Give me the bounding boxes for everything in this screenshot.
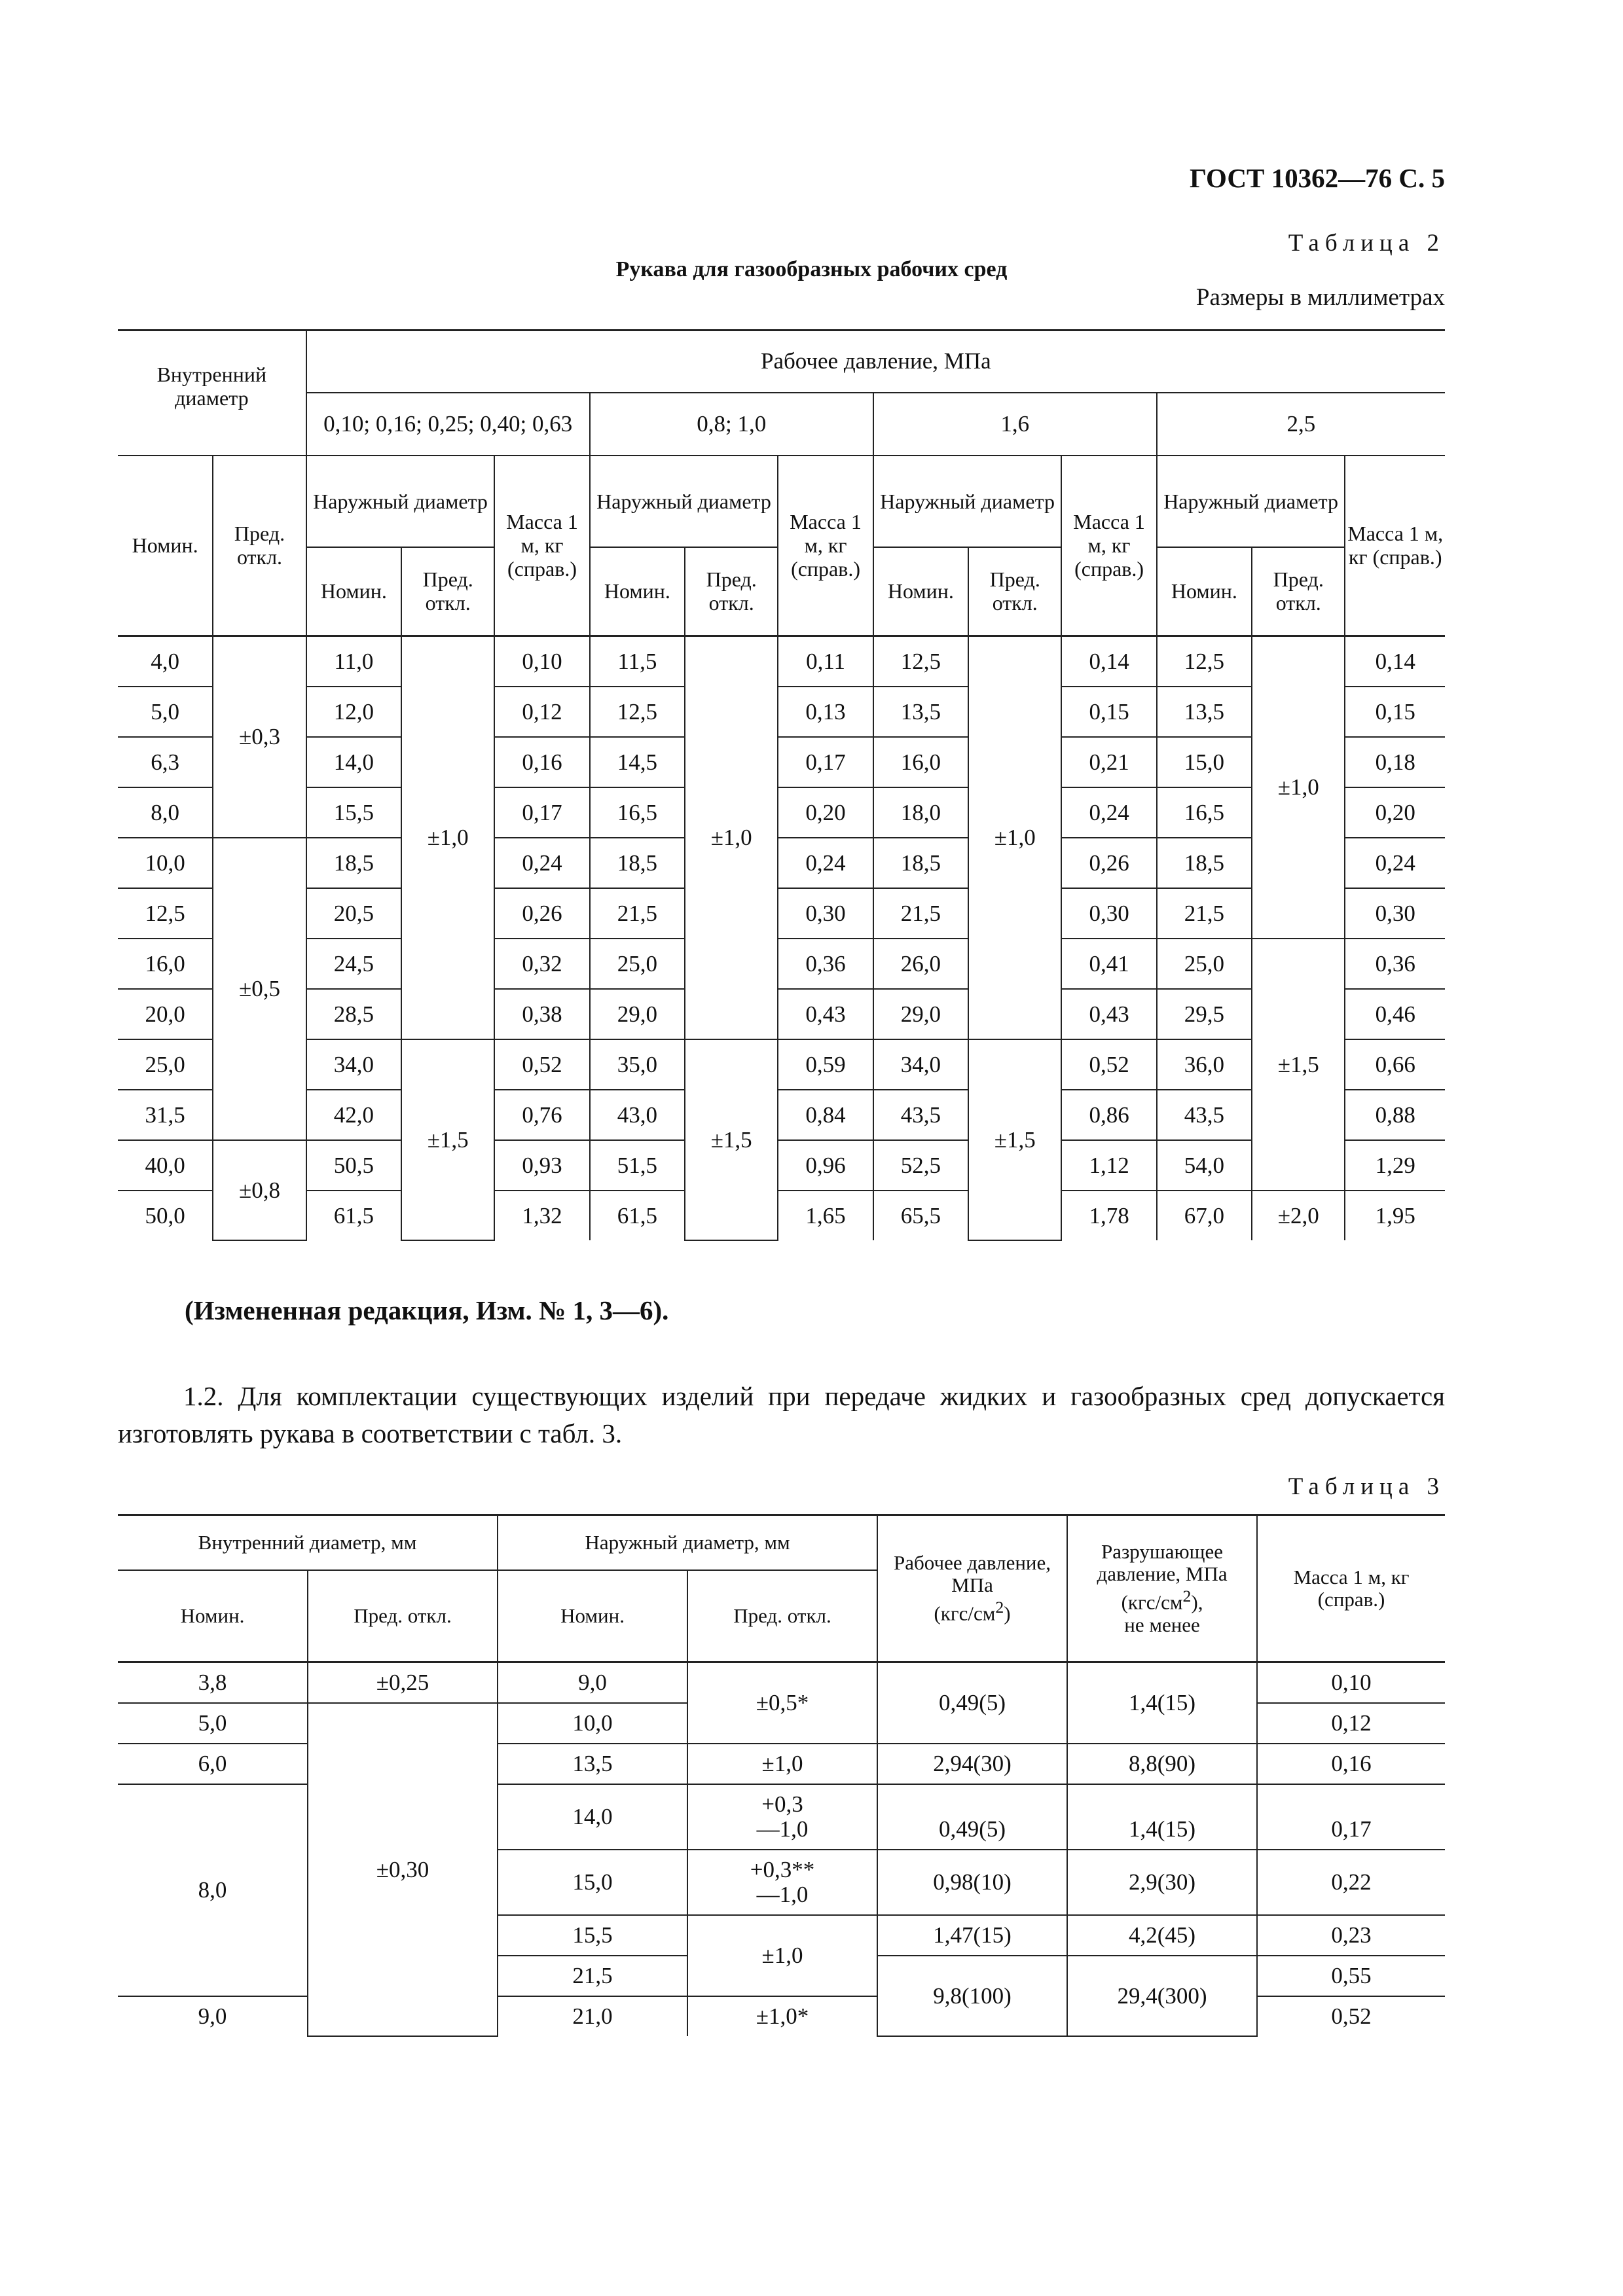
t2-cell-inner-tol: ±0,3: [213, 636, 306, 838]
table2-units: Размеры в миллиметрах: [1195, 284, 1445, 311]
t2-head-mass-1: Масса 1 м, кг (справ.): [494, 456, 589, 636]
t3-cell-mass: 0,55: [1257, 1956, 1445, 1996]
t2-cell-od: 50,5: [306, 1140, 401, 1191]
t2-cell-od: 42,0: [306, 1090, 401, 1140]
t2-cell-od: 24,5: [306, 939, 401, 989]
table3-label: Таблица 3: [1288, 1473, 1445, 1500]
t2-head-od-nomin-2: Номин.: [590, 547, 685, 636]
t3-head-outer-tol: Пред. откл.: [687, 1570, 877, 1662]
t2-cell-inner-diameter: 31,5: [118, 1090, 213, 1140]
t2-cell-inner-diameter: 5,0: [118, 687, 213, 737]
t2-cell-mass: 0,16: [494, 737, 589, 787]
t2-cell-mass: 0,46: [1345, 989, 1445, 1039]
t3-cell-od: 10,0: [498, 1703, 687, 1744]
t2-cell-mass: 0,93: [494, 1140, 589, 1191]
t3-head-working-sup: 2: [995, 1598, 1004, 1617]
t2-cell-od: 51,5: [590, 1140, 685, 1191]
t2-cell-od: 43,5: [1157, 1090, 1252, 1140]
t3-cell-mass: 0,17: [1257, 1784, 1445, 1850]
t3-cell-dtol: ±0,25: [308, 1662, 498, 1704]
t2-head-working-pressure: Рабочее давление, МПа: [306, 331, 1445, 393]
t2-head-od-tol-4: Пред. откл.: [1252, 547, 1345, 636]
t2-cell-od: 29,0: [590, 989, 685, 1039]
t2-cell-mass: 0,24: [778, 838, 873, 888]
t3-cell-otol: ±1,0*: [687, 1996, 877, 2036]
t2-cell-od: 25,0: [590, 939, 685, 989]
t2-cell-mass: 0,43: [778, 989, 873, 1039]
table2-label: Таблица 2: [1288, 230, 1445, 257]
t2-cell-od: 34,0: [873, 1039, 968, 1090]
t3-head-working-unit: (кгс/см: [934, 1602, 996, 1625]
t3-cell-od: 21,5: [498, 1956, 687, 1996]
t3-cell-bp: 8,8(90): [1067, 1744, 1257, 1784]
t3-head-burst-close: ),: [1191, 1590, 1203, 1614]
t2-cell-od: 26,0: [873, 939, 968, 989]
t2-cell-od: 35,0: [590, 1039, 685, 1090]
paragraph-text: 1.2. Для комплектации существующих изделий при передаче жидких и газообразных сред допускается изготовлять рукава в соответствии с табл. 3.: [118, 1381, 1445, 1448]
t3-cell-wp: 2,94(30): [877, 1744, 1067, 1784]
t2-cell-mass: 0,66: [1345, 1039, 1445, 1090]
table2-row: [118, 989, 1445, 1039]
t2-cell-mass: 0,43: [1061, 989, 1156, 1039]
t3-head-inner-tol: Пред. откл.: [308, 1570, 498, 1662]
t2-cell-mass: 0,52: [494, 1039, 589, 1090]
table2-row: [118, 636, 1445, 687]
t2-cell-mass: 0,36: [1345, 939, 1445, 989]
t3-cell-bp: 1,4(15): [1067, 1662, 1257, 1744]
t3-cell-dtol: ±0,30: [308, 1703, 498, 2036]
table2-row: [118, 838, 1445, 888]
t2-cell-od: 13,5: [1157, 687, 1252, 737]
t2-cell-od-tol: ±1,0: [968, 636, 1061, 1040]
t2-cell-mass: 0,38: [494, 989, 589, 1039]
t2-cell-od: 21,5: [873, 888, 968, 939]
t2-cell-od: 12,5: [1157, 636, 1252, 687]
t2-cell-mass: 0,13: [778, 687, 873, 737]
t2-cell-od: 18,5: [306, 838, 401, 888]
t3-cell-od: 21,0: [498, 1996, 687, 2036]
table2-row: [118, 1090, 1445, 1140]
t3-cell-mass: 0,10: [1257, 1662, 1445, 1704]
t3-head-outer: Наружный диаметр, мм: [498, 1515, 877, 1570]
t2-cell-mass: 1,78: [1061, 1191, 1156, 1240]
t3-head-inner: Внутренний диаметр, мм: [118, 1515, 498, 1570]
t3-cell-otol: [687, 1850, 877, 1915]
t2-head-outer-2: Наружный диаметр: [590, 456, 778, 547]
t2-cell-mass: 0,30: [1061, 888, 1156, 939]
t2-cell-mass: 1,95: [1345, 1191, 1445, 1240]
t3-cell-wp: 0,49(5): [877, 1784, 1067, 1850]
t2-cell-od-tol: ±1,0: [685, 636, 778, 1040]
t2-cell-mass: 0,41: [1061, 939, 1156, 989]
t3-cell-mass: 0,12: [1257, 1703, 1445, 1744]
t2-head-od-nomin-4: Номин.: [1157, 547, 1252, 636]
t3-cell-mass: 0,52: [1257, 1996, 1445, 2036]
t3-cell-wp: 9,8(100): [877, 1956, 1067, 2036]
table2: [118, 329, 1445, 1241]
t2-cell-mass: 0,26: [1061, 838, 1156, 888]
t3-otol-minus: —1,0: [756, 1882, 809, 1907]
t2-cell-od: 43,5: [873, 1090, 968, 1140]
t2-cell-od: 61,5: [306, 1191, 401, 1240]
t3-head-inner-nomin: Номин.: [118, 1570, 308, 1662]
t3-cell-od: 13,5: [498, 1744, 687, 1784]
t3-head-burst-sup: 2: [1182, 1587, 1192, 1606]
table2-row: [118, 787, 1445, 838]
t3-cell-od: 14,0: [498, 1784, 687, 1850]
t2-cell-od: 54,0: [1157, 1140, 1252, 1191]
table3: [118, 1514, 1445, 2037]
t2-cell-od: 11,0: [306, 636, 401, 687]
t2-cell-mass: 0,24: [494, 838, 589, 888]
t2-cell-od-tol: ±1,5: [401, 1039, 494, 1240]
t2-cell-mass: 1,29: [1345, 1140, 1445, 1191]
t2-cell-inner-diameter: 20,0: [118, 989, 213, 1039]
t3-head-working: [877, 1515, 1067, 1662]
t2-cell-mass: 0,86: [1061, 1090, 1156, 1140]
t2-cell-od: 43,0: [590, 1090, 685, 1140]
paragraph-1-2: [118, 1378, 1445, 1452]
t3-cell-wp: 1,47(15): [877, 1915, 1067, 1956]
t2-head-mass-3: Масса 1 м, кг (справ.): [1061, 456, 1156, 636]
t2-cell-od: 61,5: [590, 1191, 685, 1240]
t2-cell-od: 12,5: [590, 687, 685, 737]
t2-cell-mass: 0,84: [778, 1090, 873, 1140]
t2-cell-od: 16,0: [873, 737, 968, 787]
t2-cell-od: 20,5: [306, 888, 401, 939]
t2-cell-od: 29,0: [873, 989, 968, 1039]
t3-otol-plus: +0,3**: [750, 1857, 815, 1882]
t3-cell-otol: [687, 1784, 877, 1850]
t2-cell-inner-diameter: 16,0: [118, 939, 213, 989]
t2-head-od-nomin-3: Номин.: [873, 547, 968, 636]
t3-otol-plus: +0,3: [761, 1791, 803, 1817]
t2-cell-mass: 0,11: [778, 636, 873, 687]
t2-cell-mass: 0,20: [1345, 787, 1445, 838]
t2-cell-mass: 1,65: [778, 1191, 873, 1240]
t2-cell-mass: 0,24: [1061, 787, 1156, 838]
t2-head-mass-2: Масса 1 м, кг (справ.): [778, 456, 873, 636]
t2-cell-od: 16,5: [1157, 787, 1252, 838]
t2-cell-mass: 0,96: [778, 1140, 873, 1191]
t2-cell-od: 15,5: [306, 787, 401, 838]
table2-title: Рукава для газообразных рабочих сред: [615, 257, 1008, 281]
t3-head-working-close: ): [1004, 1602, 1011, 1625]
t2-head-mass-4: Масса 1 м, кг (справ.): [1345, 456, 1445, 636]
t3-cell-otol: ±1,0: [687, 1915, 877, 1996]
t3-cell-mass: 0,22: [1257, 1850, 1445, 1915]
page-header: ГОСТ 10362—76 С. 5: [1189, 163, 1445, 193]
t2-cell-inner-diameter: 12,5: [118, 888, 213, 939]
t2-cell-inner-diameter: 4,0: [118, 636, 213, 687]
t3-cell-od: 15,0: [498, 1850, 687, 1915]
t2-cell-od: 12,0: [306, 687, 401, 737]
t2-cell-od: 18,5: [590, 838, 685, 888]
t2-cell-inner-tol: ±0,8: [213, 1140, 306, 1240]
t2-cell-mass: 0,15: [1345, 687, 1445, 737]
change-note: (Измененная редакция, Изм. № 1, 3—6).: [185, 1295, 669, 1325]
t2-cell-inner-diameter: 25,0: [118, 1039, 213, 1090]
t2-cell-od: 21,5: [590, 888, 685, 939]
t2-cell-mass: 0,14: [1061, 636, 1156, 687]
t2-cell-od: 14,0: [306, 737, 401, 787]
t2-cell-mass: 0,17: [778, 737, 873, 787]
t2-cell-od: 11,5: [590, 636, 685, 687]
t3-head-mass: Масса 1 м, кг (справ.): [1257, 1515, 1445, 1662]
t2-cell-inner-diameter: 10,0: [118, 838, 213, 888]
t3-cell-bp: 29,4(300): [1067, 1956, 1257, 2036]
t3-cell-d: 3,8: [118, 1662, 308, 1704]
t2-cell-mass: 0,32: [494, 939, 589, 989]
t2-cell-od: 65,5: [873, 1191, 968, 1240]
t3-head-working-text: Рабочее давление, МПа: [894, 1551, 1051, 1597]
t2-cell-od: 36,0: [1157, 1039, 1252, 1090]
t3-cell-od: 9,0: [498, 1662, 687, 1704]
t2-cell-od: 18,5: [873, 838, 968, 888]
t2-cell-od-tol: ±1,5: [685, 1039, 778, 1240]
table2-row: [118, 1191, 1445, 1240]
t3-cell-od: 15,5: [498, 1915, 687, 1956]
t2-cell-od: 12,5: [873, 636, 968, 687]
t3-cell-otol: ±0,5*: [687, 1662, 877, 1744]
t2-cell-od: 15,0: [1157, 737, 1252, 787]
t2-cell-inner-tol: ±0,5: [213, 838, 306, 1140]
t2-cell-od-tol: ±1,0: [1252, 636, 1345, 939]
t2-cell-inner-diameter: 50,0: [118, 1191, 213, 1240]
t2-cell-od: 52,5: [873, 1140, 968, 1191]
t2-cell-mass: 0,88: [1345, 1090, 1445, 1140]
t3-cell-d: 6,0: [118, 1744, 308, 1784]
t2-cell-od: 18,5: [1157, 838, 1252, 888]
t2-cell-od: 34,0: [306, 1039, 401, 1090]
t2-pressure-group-3: 1,6: [873, 393, 1157, 456]
t2-cell-mass: 0,59: [778, 1039, 873, 1090]
t2-cell-mass: 0,52: [1061, 1039, 1156, 1090]
t2-head-inner-tol: Пред. откл.: [213, 456, 306, 636]
t3-cell-d: 8,0: [118, 1784, 308, 1996]
t3-cell-mass: 0,16: [1257, 1744, 1445, 1784]
t3-head-burst-unit: (кгс/см: [1121, 1590, 1183, 1614]
t3-cell-d: 9,0: [118, 1996, 308, 2036]
table2-row: [118, 888, 1445, 939]
t2-cell-mass: 0,15: [1061, 687, 1156, 737]
t2-cell-mass: 0,10: [494, 636, 589, 687]
t2-head-outer-1: Наружный диаметр: [306, 456, 495, 547]
t3-cell-wp: 0,49(5): [877, 1662, 1067, 1744]
t2-cell-od: 28,5: [306, 989, 401, 1039]
table2-row: [118, 1140, 1445, 1191]
t2-pressure-group-4: 2,5: [1157, 393, 1445, 456]
t3-cell-bp: 2,9(30): [1067, 1850, 1257, 1915]
t2-head-inner-nomin: Номин.: [118, 456, 213, 636]
table2-row: [118, 939, 1445, 989]
t3-head-burst-min: не менее: [1124, 1613, 1200, 1636]
t3-head-burst: [1067, 1515, 1257, 1662]
t2-cell-od: 21,5: [1157, 888, 1252, 939]
t2-head-outer-4: Наружный диаметр: [1157, 456, 1345, 547]
t3-cell-d: 5,0: [118, 1703, 308, 1744]
t3-head-burst-text: Разрушающее давление, МПа: [1097, 1540, 1228, 1586]
t2-cell-mass: 0,18: [1345, 737, 1445, 787]
t2-cell-od: 25,0: [1157, 939, 1252, 989]
table2-row: [118, 737, 1445, 787]
t2-cell-od: 29,5: [1157, 989, 1252, 1039]
t2-cell-od: 16,5: [590, 787, 685, 838]
t2-cell-od: 67,0: [1157, 1191, 1252, 1240]
t2-pressure-group-2: 0,8; 1,0: [590, 393, 873, 456]
t2-cell-mass: 0,24: [1345, 838, 1445, 888]
t2-head-od-tol-2: Пред. откл.: [685, 547, 778, 636]
t2-head-od-tol-1: Пред. откл.: [401, 547, 494, 636]
t2-cell-od: 14,5: [590, 737, 685, 787]
t2-head-od-nomin-1: Номин.: [306, 547, 401, 636]
t3-cell-mass: 0,23: [1257, 1915, 1445, 1956]
table2-row: [118, 687, 1445, 737]
t2-head-inner-diameter: Внутренний диаметр: [118, 331, 306, 456]
table2-row: [118, 1039, 1445, 1090]
t2-cell-mass: 0,30: [778, 888, 873, 939]
t2-cell-mass: 0,36: [778, 939, 873, 989]
t2-cell-mass: 1,12: [1061, 1140, 1156, 1191]
t2-cell-od: 18,0: [873, 787, 968, 838]
t2-head-od-tol-3: Пред. откл.: [968, 547, 1061, 636]
t2-pressure-group-1: 0,10; 0,16; 0,25; 0,40; 0,63: [306, 393, 590, 456]
t2-cell-mass: 0,12: [494, 687, 589, 737]
t2-cell-mass: 0,21: [1061, 737, 1156, 787]
t2-cell-od-tol: ±1,0: [401, 636, 494, 1040]
t2-cell-mass: 0,26: [494, 888, 589, 939]
t3-cell-bp: 4,2(45): [1067, 1915, 1257, 1956]
t2-cell-mass: 0,20: [778, 787, 873, 838]
t2-cell-od-tol: ±2,0: [1252, 1191, 1345, 1240]
t2-cell-mass: 0,14: [1345, 636, 1445, 687]
t2-cell-inner-diameter: 6,3: [118, 737, 213, 787]
t3-cell-wp: 0,98(10): [877, 1850, 1067, 1915]
t3-cell-otol: ±1,0: [687, 1744, 877, 1784]
t2-cell-mass: 0,76: [494, 1090, 589, 1140]
t2-cell-mass: 1,32: [494, 1191, 589, 1240]
t3-otol-minus: —1,0: [756, 1816, 809, 1842]
t2-cell-mass: 0,30: [1345, 888, 1445, 939]
t3-head-outer-nomin: Номин.: [498, 1570, 687, 1662]
t2-cell-od: 13,5: [873, 687, 968, 737]
t2-cell-od-tol: ±1,5: [968, 1039, 1061, 1240]
t2-cell-od-tol: ±1,5: [1252, 939, 1345, 1191]
t2-cell-inner-diameter: 8,0: [118, 787, 213, 838]
t3-cell-bp: 1,4(15): [1067, 1784, 1257, 1850]
t2-cell-mass: 0,17: [494, 787, 589, 838]
t2-head-outer-3: Наружный диаметр: [873, 456, 1062, 547]
t2-cell-inner-diameter: 40,0: [118, 1140, 213, 1191]
